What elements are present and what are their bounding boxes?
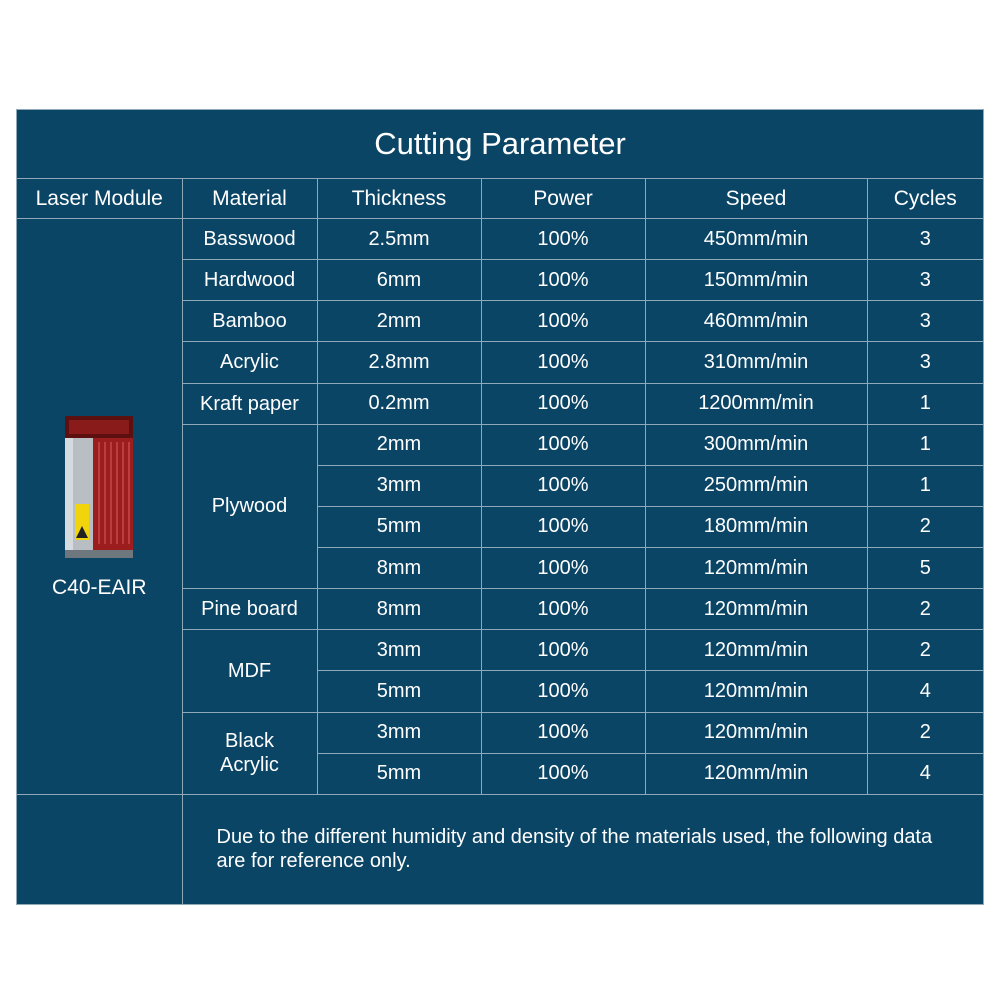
power-cell: 100% (481, 630, 645, 671)
cycles-cell: 3 (867, 342, 983, 383)
table-row (17, 219, 983, 260)
power-cell: 100% (481, 753, 645, 794)
thickness-cell: 3mm (317, 712, 481, 753)
header-material: Material (182, 179, 317, 219)
cycles-cell: 2 (867, 589, 983, 630)
thickness-cell: 2mm (317, 424, 481, 465)
thickness-cell: 6mm (317, 260, 481, 301)
cutting-parameter-sheet (16, 109, 984, 905)
speed-cell: 120mm/min (645, 671, 867, 712)
power-cell: 100% (481, 424, 645, 465)
power-cell: 100% (481, 671, 645, 712)
speed-cell: 250mm/min (645, 465, 867, 506)
thickness-cell: 2mm (317, 301, 481, 342)
speed-cell: 150mm/min (645, 260, 867, 301)
thickness-cell: 3mm (317, 465, 481, 506)
table-title: Cutting Parameter (17, 110, 983, 179)
speed-cell: 450mm/min (645, 219, 867, 260)
speed-cell: 310mm/min (645, 342, 867, 383)
laser-module-cell (17, 219, 182, 795)
speed-cell: 120mm/min (645, 548, 867, 589)
material-cell: MDF (182, 630, 317, 712)
power-cell: 100% (481, 712, 645, 753)
cycles-cell: 3 (867, 260, 983, 301)
power-cell: 100% (481, 260, 645, 301)
material-cell: Hardwood (182, 260, 317, 301)
power-cell: 100% (481, 548, 645, 589)
cycles-cell: 4 (867, 671, 983, 712)
cycles-cell: 1 (867, 424, 983, 465)
material-cell: Kraft paper (182, 383, 317, 424)
header-power: Power (481, 179, 645, 219)
cycles-cell: 4 (867, 753, 983, 794)
power-cell: 100% (481, 219, 645, 260)
thickness-cell: 2.5mm (317, 219, 481, 260)
material-cell: Basswood (182, 219, 317, 260)
thickness-cell: 0.2mm (317, 383, 481, 424)
thickness-cell: 5mm (317, 753, 481, 794)
header-laser-module: Laser Module (17, 179, 182, 219)
power-cell: 100% (481, 506, 645, 547)
cycles-cell: 3 (867, 219, 983, 260)
material-cell: Bamboo (182, 301, 317, 342)
power-cell: 100% (481, 383, 645, 424)
cutting-parameter-table (17, 110, 983, 904)
speed-cell: 120mm/min (645, 589, 867, 630)
module-cell-spacer (17, 794, 182, 904)
speed-cell: 300mm/min (645, 424, 867, 465)
cycles-cell: 2 (867, 712, 983, 753)
cycles-cell: 2 (867, 630, 983, 671)
header-cycles: Cycles (867, 179, 983, 219)
thickness-cell: 8mm (317, 548, 481, 589)
thickness-cell: 2.8mm (317, 342, 481, 383)
material-cell: Acrylic (182, 342, 317, 383)
reference-note: Due to the different humidity and density of the materials used, the following data are for reference only. (182, 794, 983, 904)
speed-cell: 120mm/min (645, 753, 867, 794)
speed-cell: 180mm/min (645, 506, 867, 547)
speed-cell: 120mm/min (645, 712, 867, 753)
cycles-cell: 5 (867, 548, 983, 589)
material-cell: Plywood (182, 424, 317, 589)
header-thickness: Thickness (317, 179, 481, 219)
cycles-cell: 3 (867, 301, 983, 342)
module-name: C40-EAIR (51, 576, 147, 600)
material-cell: Black Acrylic (182, 712, 317, 794)
cycles-cell: 1 (867, 465, 983, 506)
thickness-cell: 8mm (317, 589, 481, 630)
thickness-cell: 5mm (317, 506, 481, 547)
cycles-cell: 1 (867, 383, 983, 424)
power-cell: 100% (481, 589, 645, 630)
speed-cell: 1200mm/min (645, 383, 867, 424)
speed-cell: 120mm/min (645, 630, 867, 671)
speed-cell: 460mm/min (645, 301, 867, 342)
header-speed: Speed (645, 179, 867, 219)
power-cell: 100% (481, 342, 645, 383)
thickness-cell: 5mm (317, 671, 481, 712)
thickness-cell: 3mm (317, 630, 481, 671)
laser-module-icon (63, 412, 135, 560)
power-cell: 100% (481, 465, 645, 506)
material-cell: Pine board (182, 589, 317, 630)
power-cell: 100% (481, 301, 645, 342)
cycles-cell: 2 (867, 506, 983, 547)
